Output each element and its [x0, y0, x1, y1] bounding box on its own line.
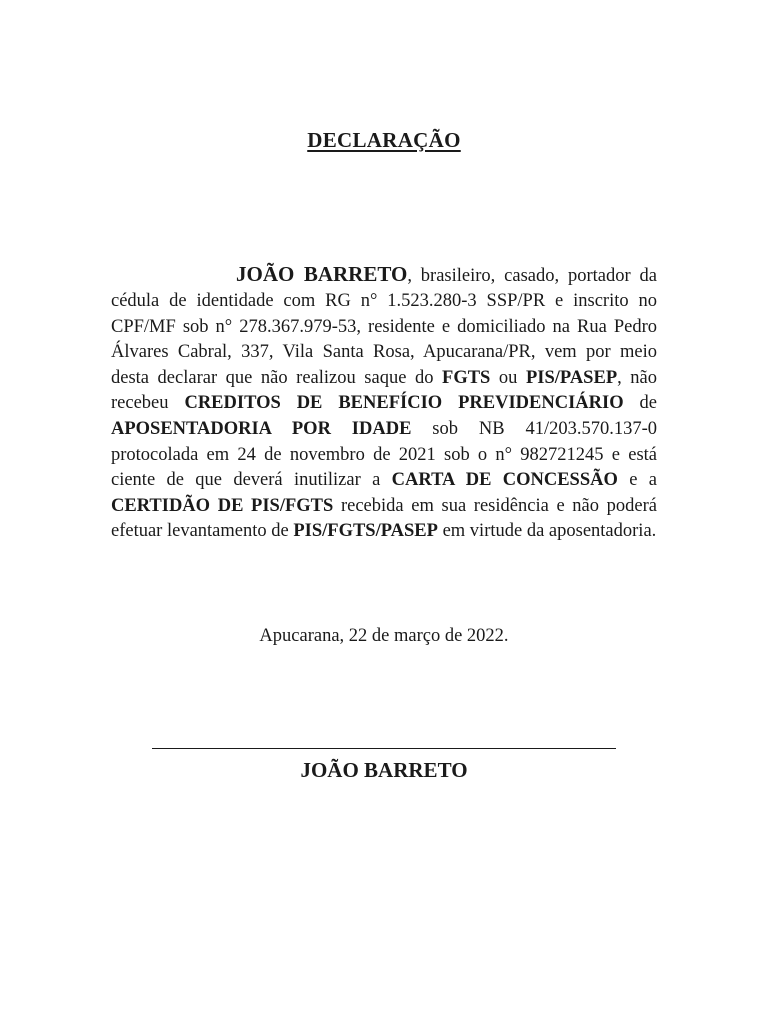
- body-text-segment: em virtude da aposentadoria.: [437, 521, 657, 542]
- bold-term-pis-pasep: PIS/PASEP: [525, 367, 618, 388]
- declaration-body: [111, 262, 657, 546]
- bold-term-aposentadoria: APOSENTADORIA POR IDADE: [111, 419, 412, 440]
- body-text-segment: sob NB 41/203.570.137-0 protocolada em 24 de novembro de 2021 sob o n° 982721245 e está ciente de que deverá inutilizar a: [111, 419, 658, 491]
- bold-term-fgts: FGTS: [442, 367, 491, 388]
- signature-line: [152, 748, 616, 749]
- body-text-segment: de: [623, 393, 657, 414]
- body-text-segment: , brasileiro, casado, portador da cédula de identidade com RG n° 1.523.280-3 SSP/PR e inscrito no CPF/MF sob n° 278.367.979-53, residente e domiciliado na Rua Pedro Álvares Cabral, 337, Vila Santa Rosa, Apucarana/PR, vem por meio desta declarar que não realizou saque do: [111, 265, 657, 388]
- declarant-name: JOÃO BARRETO: [236, 261, 408, 286]
- date-line: Apucarana, 22 de março de 2022.: [259, 626, 509, 646]
- bold-term-carta: CARTA DE CONCESSÃO: [391, 470, 618, 491]
- signature-name: JOÃO BARRETO: [300, 758, 468, 782]
- bold-term-pis-fgts-pasep: PIS/FGTS/PASEP: [293, 521, 438, 542]
- body-text-segment: ou: [490, 367, 526, 388]
- body-text-segment: , não recebeu: [111, 367, 658, 414]
- document-title: DECLARAÇÃO: [307, 128, 461, 152]
- body-text-segment: e a: [617, 470, 657, 491]
- body-text-segment: recebida em sua residência e não poderá efetuar levantamento de: [111, 495, 657, 542]
- bold-term-certidao: CERTIDÃO DE PIS/FGTS: [111, 495, 334, 516]
- bold-term-creditos: CREDITOS DE BENEFÍCIO PREVIDENCIÁRIO: [184, 393, 624, 414]
